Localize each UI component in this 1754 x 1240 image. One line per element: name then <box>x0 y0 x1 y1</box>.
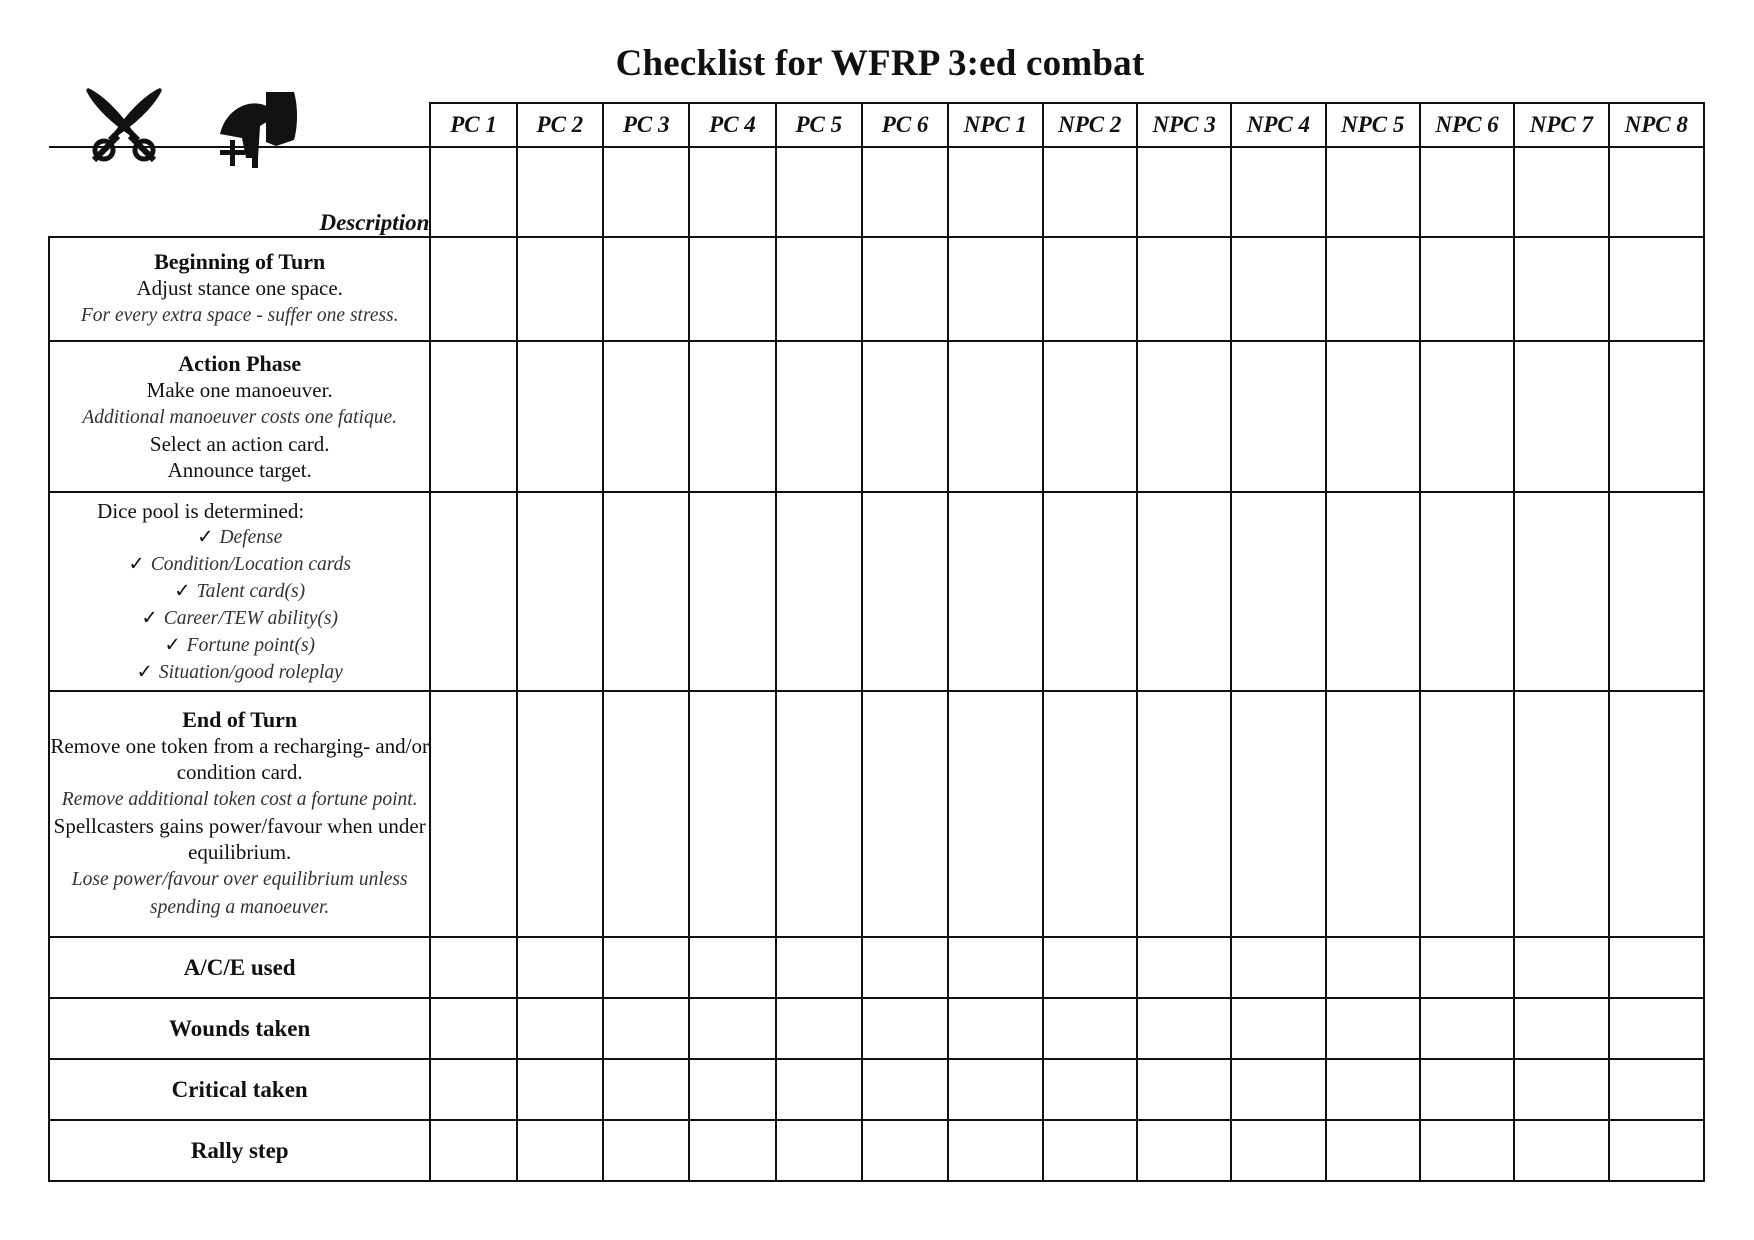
checklist-cell[interactable] <box>1514 998 1608 1059</box>
checklist-cell[interactable] <box>1514 492 1608 691</box>
checklist-cell[interactable] <box>948 691 1042 937</box>
column-header-pc-3: PC 3 <box>603 103 689 147</box>
checklist-cell[interactable] <box>1043 147 1137 237</box>
checklist-cell[interactable] <box>1231 1120 1325 1181</box>
dice-pool-item: ✓ Situation/good roleplay <box>136 661 343 683</box>
dice-pool-row <box>49 492 1704 691</box>
end-line-2: Spellcasters gains power/favour when under equilibrium. <box>53 814 426 864</box>
checklist-cell[interactable] <box>603 998 689 1059</box>
checklist-cell[interactable] <box>430 237 516 341</box>
checklist-cell[interactable] <box>1137 998 1231 1059</box>
checklist-cell[interactable] <box>430 341 516 492</box>
end-of-turn-row <box>49 691 1704 937</box>
checklist-cell[interactable] <box>1137 1059 1231 1120</box>
checklist-cell[interactable] <box>862 937 948 998</box>
column-header-pc-1: PC 1 <box>430 103 516 147</box>
end-heading: End of Turn <box>182 707 298 732</box>
checklist-cell[interactable] <box>948 998 1042 1059</box>
checklist-cell[interactable] <box>517 1120 603 1181</box>
beginning-of-turn-row <box>49 237 1704 341</box>
checklist-cell[interactable] <box>603 1059 689 1120</box>
page-title: Checklist for WFRP 3:ed combat <box>615 43 1145 84</box>
checklist-cell[interactable] <box>1231 341 1325 492</box>
checkmark-icon: ✓ <box>128 553 145 575</box>
checklist-cell[interactable] <box>1514 341 1608 492</box>
checklist-cell[interactable] <box>862 1120 948 1181</box>
checklist-cell[interactable] <box>1326 937 1420 998</box>
checklist-cell[interactable] <box>1231 147 1325 237</box>
checklist-cell[interactable] <box>517 937 603 998</box>
checklist-cell[interactable] <box>430 492 516 691</box>
checkmark-icon: ✓ <box>141 607 158 629</box>
checklist-cell[interactable] <box>1420 1120 1514 1181</box>
column-header-npc-2: NPC 2 <box>1043 103 1137 147</box>
column-header-npc-6: NPC 6 <box>1420 103 1514 147</box>
end-note-1: Remove additional token cost a fortune point. <box>61 789 418 810</box>
checklist-cell[interactable] <box>1326 998 1420 1059</box>
dice-pool-intro: Dice pool is determined: <box>97 498 305 523</box>
action-heading: Action Phase <box>178 350 302 376</box>
checklist-cell[interactable] <box>689 341 775 492</box>
checklist-cell[interactable] <box>1514 237 1608 341</box>
description-label: Description <box>49 147 430 237</box>
checklist-cell[interactable] <box>1326 147 1420 237</box>
checklist-cell[interactable] <box>430 998 516 1059</box>
checklist-cell[interactable] <box>603 341 689 492</box>
checklist-cell[interactable] <box>776 937 862 998</box>
checklist-cell[interactable] <box>689 1120 775 1181</box>
checkmark-icon: ✓ <box>197 526 214 548</box>
checklist-cell[interactable] <box>776 1059 862 1120</box>
beginning-line-1: Adjust stance one space. <box>136 276 343 300</box>
beginning-heading: Beginning of Turn <box>154 249 326 274</box>
checklist-cell[interactable] <box>1514 1120 1608 1181</box>
checklist-cell[interactable] <box>1231 1059 1325 1120</box>
checklist-cell[interactable] <box>1137 341 1231 492</box>
checklist-cell[interactable] <box>1420 937 1514 998</box>
action-phase-label <box>49 341 430 492</box>
checklist-cell[interactable] <box>1043 937 1137 998</box>
checklist-cell[interactable] <box>430 1059 516 1120</box>
checklist-cell[interactable] <box>1043 1120 1137 1181</box>
checklist-cell[interactable] <box>862 341 948 492</box>
column-header-pc-5: PC 5 <box>776 103 862 147</box>
checklist-cell[interactable] <box>603 1120 689 1181</box>
column-header-npc-1: NPC 1 <box>948 103 1042 147</box>
checklist-cell[interactable] <box>862 691 948 937</box>
ace-used-row <box>49 937 1704 998</box>
checklist-cell[interactable] <box>948 937 1042 998</box>
end-note-2: Lose power/favour over equilibrium unless spending a manoeuver. <box>71 869 408 918</box>
checklist-cell[interactable] <box>1231 998 1325 1059</box>
column-header-npc-4: NPC 4 <box>1231 103 1325 147</box>
beginning-of-turn-label <box>49 237 430 341</box>
checklist-cell[interactable] <box>776 691 862 937</box>
critical-taken-row <box>49 1059 1704 1120</box>
checklist-cell[interactable] <box>1609 1120 1704 1181</box>
checklist-cell[interactable] <box>1137 691 1231 937</box>
checklist-cell[interactable] <box>1514 937 1608 998</box>
column-header-pc-4: PC 4 <box>689 103 775 147</box>
checklist-cell[interactable] <box>1137 937 1231 998</box>
checklist-cell[interactable] <box>1137 237 1231 341</box>
column-header-npc-7: NPC 7 <box>1514 103 1608 147</box>
checklist-cell[interactable] <box>689 937 775 998</box>
checklist-cell[interactable] <box>948 492 1042 691</box>
checklist-cell[interactable] <box>862 1059 948 1120</box>
checklist-cell[interactable] <box>689 492 775 691</box>
checklist-cell[interactable] <box>776 147 862 237</box>
checklist-cell[interactable] <box>862 147 948 237</box>
critical-taken-label: Critical taken <box>49 1059 430 1120</box>
combat-checklist-table <box>48 102 1705 1182</box>
checklist-cell[interactable] <box>1137 1120 1231 1181</box>
rally-step-label: Rally step <box>49 1120 430 1181</box>
checklist-cell[interactable] <box>430 691 516 937</box>
checklist-cell[interactable] <box>1514 691 1608 937</box>
checklist-cell[interactable] <box>1420 998 1514 1059</box>
checklist-cell[interactable] <box>1609 998 1704 1059</box>
checklist-cell[interactable] <box>430 937 516 998</box>
dice-pool-item: ✓ Defense <box>197 526 283 548</box>
checklist-cell[interactable] <box>862 492 948 691</box>
checklist-cell[interactable] <box>1231 492 1325 691</box>
checklist-cell[interactable] <box>689 147 775 237</box>
checklist-cell[interactable] <box>1420 147 1514 237</box>
checklist-cell[interactable] <box>1043 691 1137 937</box>
checklist-cell[interactable] <box>1326 1120 1420 1181</box>
column-header-pc-6: PC 6 <box>862 103 948 147</box>
checklist-cell[interactable] <box>603 492 689 691</box>
checklist-cell[interactable] <box>1326 237 1420 341</box>
checklist-cell[interactable] <box>517 147 603 237</box>
checklist-cell[interactable] <box>517 998 603 1059</box>
checklist-cell[interactable] <box>1043 237 1137 341</box>
checklist-cell[interactable] <box>776 341 862 492</box>
checklist-cell[interactable] <box>1609 691 1704 937</box>
column-header-npc-5: NPC 5 <box>1326 103 1420 147</box>
checklist-cell[interactable] <box>1137 492 1231 691</box>
action-line-1: Make one manoeuver. <box>146 377 333 402</box>
checklist-cell[interactable] <box>1326 691 1420 937</box>
checklist-cell[interactable] <box>517 341 603 492</box>
action-line-2: Select an action card. <box>149 431 330 456</box>
dice-pool-item: ✓ Condition/Location cards <box>128 553 351 575</box>
end-of-turn-label <box>49 691 430 937</box>
checklist-cell[interactable] <box>1326 492 1420 691</box>
checklist-cell[interactable] <box>948 147 1042 237</box>
checklist-cell[interactable] <box>1420 691 1514 937</box>
checklist-cell[interactable] <box>1043 341 1137 492</box>
checklist-cell[interactable] <box>1514 1059 1608 1120</box>
checklist-cell[interactable] <box>948 341 1042 492</box>
checklist-cell[interactable] <box>517 492 603 691</box>
checklist-cell[interactable] <box>862 998 948 1059</box>
action-line-3: Announce target. <box>167 457 312 482</box>
checkmark-icon: ✓ <box>136 661 153 683</box>
header-corner <box>49 103 430 147</box>
checklist-cell[interactable] <box>517 691 603 937</box>
header-row <box>49 103 1704 147</box>
checklist-cell[interactable] <box>603 691 689 937</box>
checklist-cell[interactable] <box>1609 341 1704 492</box>
wounds-taken-row <box>49 998 1704 1059</box>
dice-pool-item: ✓ Talent card(s) <box>174 580 306 602</box>
description-row <box>49 147 1704 237</box>
checklist-cell[interactable] <box>776 492 862 691</box>
checklist-cell[interactable] <box>517 1059 603 1120</box>
checklist-cell[interactable] <box>689 691 775 937</box>
column-header-pc-2: PC 2 <box>517 103 603 147</box>
checklist-cell[interactable] <box>1043 492 1137 691</box>
checklist-cell[interactable] <box>948 1059 1042 1120</box>
checklist-cell[interactable] <box>1326 341 1420 492</box>
checklist-cell[interactable] <box>1231 937 1325 998</box>
dice-pool-item: ✓ Career/TEW ability(s) <box>141 607 338 629</box>
column-header-npc-8: NPC 8 <box>1609 103 1704 147</box>
checklist-cell[interactable] <box>1420 237 1514 341</box>
checklist-cell[interactable] <box>1231 237 1325 341</box>
checklist-cell[interactable] <box>517 237 603 341</box>
rally-step-row <box>49 1120 1704 1181</box>
checklist-cell[interactable] <box>1326 1059 1420 1120</box>
checklist-cell[interactable] <box>603 937 689 998</box>
ace-used-label: A/C/E used <box>49 937 430 998</box>
checklist-cell[interactable] <box>1609 937 1704 998</box>
checklist-cell[interactable] <box>1043 1059 1137 1120</box>
checklist-cell[interactable] <box>776 237 862 341</box>
checklist-cell[interactable] <box>1514 147 1608 237</box>
checklist-cell[interactable] <box>1231 691 1325 937</box>
beginning-note-1: For every extra space - suffer one stress. <box>80 305 399 326</box>
checklist-cell[interactable] <box>1420 492 1514 691</box>
end-line-1: Remove one token from a recharging- and/or condition card. <box>50 734 430 784</box>
checklist-cell[interactable] <box>689 1059 775 1120</box>
checklist-cell[interactable] <box>776 998 862 1059</box>
checklist-cell[interactable] <box>430 1120 516 1181</box>
checklist-cell[interactable] <box>689 237 775 341</box>
checklist-cell[interactable] <box>1420 341 1514 492</box>
checklist-cell[interactable] <box>862 237 948 341</box>
checklist-cell[interactable] <box>603 237 689 341</box>
checklist-cell[interactable] <box>1043 998 1137 1059</box>
checklist-cell[interactable] <box>1609 237 1704 341</box>
checklist-cell[interactable] <box>1137 147 1231 237</box>
wounds-taken-label: Wounds taken <box>49 998 430 1059</box>
checkmark-icon: ✓ <box>174 580 191 602</box>
checklist-cell[interactable] <box>1609 147 1704 237</box>
dice-pool-label <box>49 492 430 691</box>
checklist-cell[interactable] <box>776 1120 862 1181</box>
checklist-cell[interactable] <box>603 147 689 237</box>
checkmark-icon: ✓ <box>164 634 181 656</box>
action-note-1: Additional manoeuver costs one fatique. <box>82 406 398 428</box>
checklist-cell[interactable] <box>948 1120 1042 1181</box>
checklist-cell[interactable] <box>948 237 1042 341</box>
checklist-cell[interactable] <box>1420 1059 1514 1120</box>
column-header-npc-3: NPC 3 <box>1137 103 1231 147</box>
dice-pool-item: ✓ Fortune point(s) <box>164 634 316 656</box>
action-phase-row <box>49 341 1704 492</box>
checklist-cell[interactable] <box>430 147 516 237</box>
checklist-cell[interactable] <box>1609 492 1704 691</box>
checklist-cell[interactable] <box>1609 1059 1704 1120</box>
checklist-cell[interactable] <box>689 998 775 1059</box>
